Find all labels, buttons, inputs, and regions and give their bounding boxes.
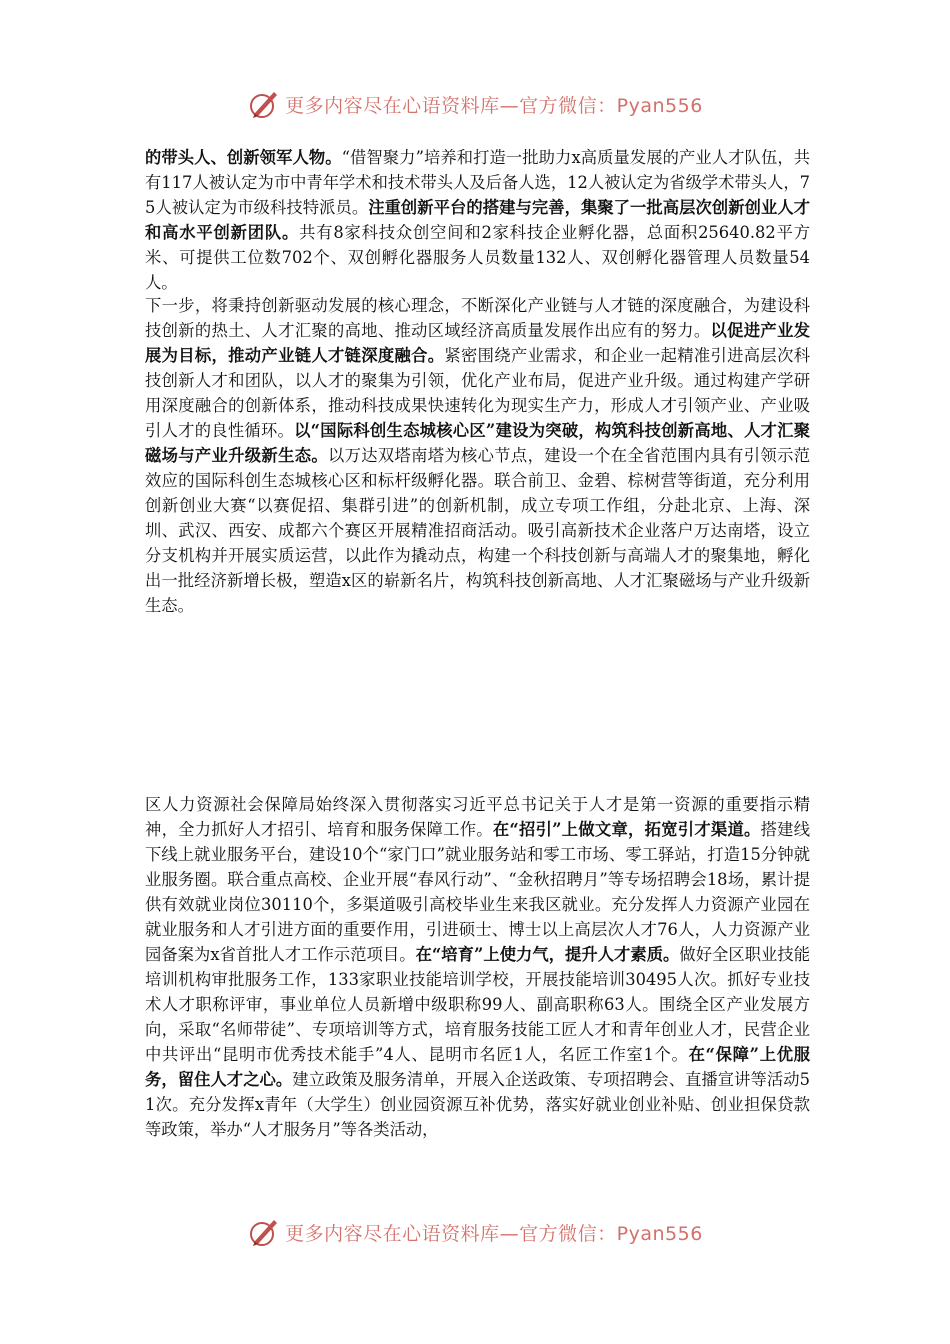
bold-text: 在“招引”上做文章，拓宽引才渠道。 <box>492 820 761 839</box>
body-text: 区人力资源社会保障局始终深入贯彻落实习近平总书记关于人才是第一资源的重要指示精神，全力抓好人才招引、培育和服务保障工作。 <box>145 795 810 839</box>
bold-text: 在“保障”上优服务，留住人才之心。 <box>145 1045 811 1089</box>
watermark-header <box>0 84 950 124</box>
watermark-text: 更多内容尽在心语资料库—官方微信：Pyan556 <box>285 94 703 117</box>
bold-text: 注重创新平台的搭建与完善，集聚了一批高层次创新创业人才和高水平创新团队。 <box>145 198 810 242</box>
pen-logo-icon <box>247 87 281 121</box>
bold-text: 以“国际科创生态城核心区”建设为突破，构筑科技创新高地、人才汇聚磁场与产业升级新生态。 <box>145 421 810 465</box>
body-text: 共有8家科技众创空间和2家科技企业孵化器，总面积25640.82平方米、可提供工位数702个、双创孵化器服务人员数量132人、双创孵化器管理人员数量54人。 <box>145 223 810 292</box>
bold-text: 的带头人、创新领军人物。 <box>145 148 342 167</box>
body-text: 以万达双塔南塔为核心节点，建设一个在全省范围内具有引领示范效应的国际科创生态城核心区和标杆级孵化器。联合前卫、金碧、棕树营等街道，充分利用创新创业大赛“以赛促招、集群引进”的创新机制，成立专项工作组，分赴北京、上海、深圳、武汉、西安、成都六个赛区开展精准招商活动。吸引高新技术企业落户万达南塔，设立分支机构并开展实质运营，以此作为撬动点，构建一个科技创新与高端人才的聚集地，孵化出一批经济新增长极，塑造x区的崭新名片，构筑科技创新高地、人才汇聚磁场与产业升级新生态。 <box>145 446 810 615</box>
body-text: 下一步，将秉持创新驱动发展的核心理念，不断深化产业链与人才链的深度融合，为建设科技创新的热土、人才汇聚的高地、推动区域经济高质量发展作出应有的努力。 <box>145 296 810 340</box>
body-text: “借智聚力”培养和打造一批助力x高质量发展的产业人才队伍，共有117人被认定为市中青年学术和技术带头人及后备人选，12人被认定为省级学术带头人，75人被认定为市级科技特派员。 <box>145 148 811 217</box>
bold-text: 以促进产业发展为目标，推动产业链人才链深度融合。 <box>145 321 810 365</box>
watermark-text: 更多内容尽在心语资料库—官方微信：Pyan556 <box>285 1222 703 1245</box>
body-text: 做好全区职业技能培训机构审批服务工作，133家职业技能培训学校，开展技能培训30495人次。抓好专业技术人才职称评审，事业单位人员新增中级职称99人、副高职称63人。围绕全区产业发展方向，采取“名师带徒”、专项培训等方式，培育服务技能工匠人才和青年创业人才，民营企业中共评出“昆明市优秀技术能手”4人、昆明市名匠1人，名匠工作室1个。 <box>145 945 810 1064</box>
body-text: 建立政策及服务清单，开展入企送政策、专项招聘会、直播宣讲等活动51次。充分发挥x青年（大学生）创业园资源互补优势，落实好就业创业补贴、创业担保贷款等政策，举办“人才服务月”等各类活动， <box>145 1070 810 1139</box>
paragraph-3 <box>145 792 810 1142</box>
body-text: 紧密围绕产业需求，和企业一起精准引进高层次科技创新人才和团队，以人才的聚集为引领，优化产业布局，促进产业升级。通过构建产学研用深度融合的创新体系，推动科技成果快速转化为现实生产力，形成人才引领产业、产业吸引人才的良性循环。 <box>145 346 810 440</box>
watermark-footer <box>0 1212 950 1252</box>
pen-logo-icon <box>247 1215 281 1249</box>
paragraph-2 <box>145 293 810 618</box>
paragraph-1 <box>145 145 810 295</box>
body-text: 搭建线下线上就业服务平台，建设10个“家门口”就业服务站和零工市场、零工驿站，打造15分钟就业服务圈。联合重点高校、企业开展“春风行动”、“金秋招聘月”等专场招聘会18场，累计提供有效就业岗位30110个，多渠道吸引高校毕业生来我区就业。充分发挥人力资源产业园在就业服务和人才引进方面的重要作用，引进硕士、博士以上高层次人才76人，人力资源产业园备案为x省首批人才工作示范项目。 <box>145 820 810 964</box>
bold-text: 在“培育”上使力气，提升人才素质。 <box>415 945 680 964</box>
